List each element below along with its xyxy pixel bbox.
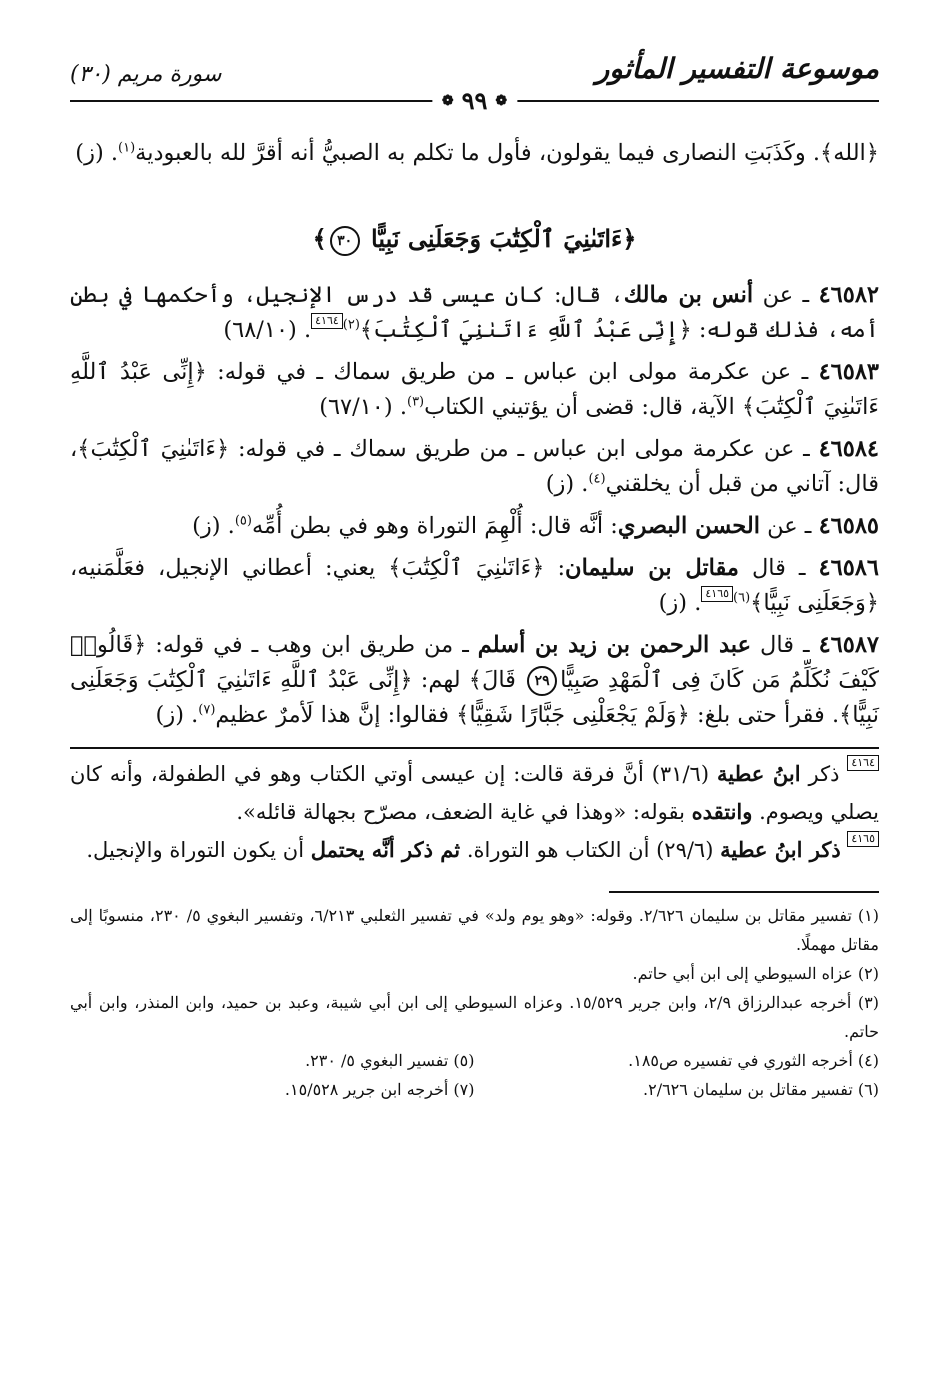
page-number: ٩٩ <box>461 86 488 115</box>
intro-paragraph <box>70 136 879 171</box>
entry-text: : ﴿ءَاتَىٰنِيَ ٱلْكِتَٰبَ﴾ يعني: أعطاني الإنجيل، فعَلَّمَنيه، ﴿وَجَعَلَنِى نَبِيًّا﴾ <box>70 555 879 616</box>
entry-text: ، قال: كان عيسى قد درس الإنجيل، وأحكمها في بطن أمه، فذلك قوله: ﴿إِنِّى عَبْدُ ٱللَّهِ ءَاتَىٰنِيَ ٱلْكِتَٰبَ﴾ <box>70 282 879 343</box>
footnote-ref: (٧) <box>198 702 216 718</box>
footnote-ref: (٣) <box>406 394 425 410</box>
entry-46585 <box>70 509 879 544</box>
entry-number: ٤٦٥٨٦ <box>818 555 879 581</box>
entry-number: ٤٦٥٨٣ <box>818 359 879 385</box>
entry-text: ـ قال <box>738 555 819 581</box>
footnote-1: (١) تفسير مقاتل بن سليمان ٢/٦٢٦. وقوله: «وهو يوم ولد» في تفسير الثعلبي ٦/٢١٣، وتفسير البغوي ٥/ ٢٣٠، منسوبًا إلى مقاتل مهملًا. <box>70 906 880 954</box>
entry-46587 <box>70 628 879 733</box>
narrator-name: عبد الرحمن بن زيد بن أسلم <box>477 632 752 658</box>
intro-text: ﴿الله﴾. وكَذَبَتِ النصارى فيما يقولون، فأول ما تكلم به الصبيُّ أنه أقرَّ لله بالعبودية <box>135 140 879 166</box>
note-text: (٢٩/٦) أن الكتاب هو التوراة. <box>460 838 721 862</box>
book-title: موسوعة التفسير المأثور <box>595 52 879 85</box>
ayah-number-icon: ٣٠ <box>330 226 360 256</box>
entry-46583 <box>70 355 879 425</box>
note-text: ذكر <box>800 762 848 786</box>
note-tag: ٤١٦٤ <box>847 755 879 771</box>
note-tag: ٤١٦٥ <box>847 831 879 847</box>
narrator-name: أنس بن مالك <box>623 282 754 308</box>
footnote-ref: (٥) <box>234 513 252 529</box>
entry-text: : أنَّه قال: أُلْهِمَ التوراة وهو في بطن أُمِّه <box>251 513 618 539</box>
footnote-5: (٥) تفسير البغوي ٥/ ٢٣٠. <box>305 1051 475 1070</box>
footnote-row <box>70 1075 879 1104</box>
footnote-ref: (١) <box>118 140 136 156</box>
page-number-block <box>432 86 517 115</box>
entry-46584 <box>70 432 879 502</box>
page <box>70 52 879 1347</box>
note-text: (٣١/٦) أنَّ فرقة قالت: إن عيسى أوتي الكتاب وهو في الطفولة، وأنه كان يصلي ويصوم. <box>70 762 879 824</box>
footnotes-separator <box>609 891 879 893</box>
footnote-3: (٣) أخرجه عبدالرزاق ٢/٩، وابن جرير ١٥/٥٢٩. وعزاه السيوطي إلى ابن أبي شيبة، وعبد بن حميد، وابن المنذر، وابن أبي حاتم. <box>70 993 880 1041</box>
ayah-number-icon: ٢٩ <box>527 666 557 696</box>
ornament-icon: ❁ <box>441 92 454 109</box>
note-author: ذكر ابنُ عطية <box>720 837 841 862</box>
notes-separator <box>70 747 879 749</box>
entry-text: ـ قال <box>751 632 819 658</box>
narrator-name: مقاتل بن سليمان <box>565 555 739 581</box>
entry-text: ـ عن عكرمة مولى ابن عباس ـ من طريق سماك ـ في قوله: ﴿إِنِّى عَبْدُ ٱللَّهِ ءَاتَىٰنِيَ ٱلْكِتَٰبَ﴾ الآية، قال: قضى أن يؤتيني الكتاب <box>70 359 879 420</box>
footnote-4: (٤) أخرجه الثوري في تفسيره ص١٨٥. <box>628 1051 879 1070</box>
surah-title: سورة مريم (٣٠) <box>70 62 222 87</box>
footnote-6: (٦) تفسير مقاتل بن سليمان ٢/٦٢٦. <box>643 1080 879 1099</box>
entry-text: قَالَ﴾ لهم: ﴿إِنِّى عَبْدُ ٱللَّهِ ءَاتَىٰنِيَ ٱلْكِتَٰبَ وَجَعَلَنِى نَبِيًّا﴾. فقرأ حتى بلغ: ﴿وَلَمْ يَجْعَلْنِى جَبَّارًا شَقِيًّا﴾ فقالوا: إنَّ هذا لَأمرٌ عظيم <box>70 667 879 728</box>
entry-source: . (ز) <box>658 590 702 616</box>
note-4164 <box>70 755 879 831</box>
entry-text: ـ من طريق ابن وهب ـ في قوله: ﴿قَالُوا۟ كَيْفَ نُكَلِّمُ مَن كَانَ فِى ٱلْمَهْدِ صَبِيًّا <box>70 632 879 693</box>
intro-tail: . (ز) <box>75 140 119 166</box>
entry-source: . (ز) <box>155 702 199 728</box>
narrator-name: الحسن البصري <box>617 513 760 539</box>
note-text <box>841 838 848 862</box>
note-emphasis: وانتقده <box>691 799 753 824</box>
footnote-ref: (٢) <box>342 317 360 333</box>
entry-46582 <box>70 278 879 348</box>
note-tag: ٤١٦٤ <box>311 313 343 329</box>
entry-number: ٤٦٥٨٧ <box>818 632 879 658</box>
ornament-icon: ❁ <box>495 92 508 109</box>
entry-text: ـ عن <box>753 282 819 308</box>
entry-source: . (٦٧/١٠) <box>319 394 407 420</box>
verse-heading <box>70 221 879 256</box>
footnote-row <box>70 1046 879 1075</box>
verse-text: ﴿ءَاتَىٰنِيَ ٱلْكِتَٰبَ وَجَعَلَنِى نَبِيًّا <box>371 224 637 253</box>
note-text: أن يكون التوراة والإنجيل. <box>86 838 311 862</box>
footnote-7: (٧) أخرجه ابن جرير ١٥/٥٢٨. <box>284 1080 475 1099</box>
note-text: بقوله: «وهذا في غاية الضعف، مصرّح بجهالة قائله». <box>236 800 692 824</box>
entry-number: ٤٦٥٨٥ <box>818 513 879 539</box>
page-header <box>70 52 879 115</box>
note-4165 <box>70 831 879 869</box>
note-tag: ٤١٦٥ <box>701 586 733 602</box>
entry-text: ـ عن <box>759 513 819 539</box>
entry-number: ٤٦٥٨٤ <box>818 436 879 462</box>
note-author: ابنُ عطية <box>716 761 801 786</box>
entry-source: . (٦٨/١٠) <box>223 317 312 343</box>
main-text <box>70 136 879 1104</box>
note-emphasis: ثم ذكر أنَّه يحتمل <box>310 837 461 862</box>
footnote-ref: (٤) <box>588 471 606 487</box>
entry-source: . (ز) <box>192 513 235 539</box>
footnote-2: (٢) عزاه السيوطي إلى ابن أبي حاتم. <box>632 964 879 983</box>
entry-source: . (ز) <box>545 471 589 497</box>
entry-46586 <box>70 551 879 621</box>
verse-bracket: ﴾ <box>312 224 327 253</box>
footnote-ref: (٦) <box>733 590 751 606</box>
entry-text: ـ عن عكرمة مولى ابن عباس ـ من طريق سماك ـ في قوله: ﴿ءَاتَىٰنِيَ ٱلْكِتَٰبَ﴾، قال: آتاني من قبل أن يخلقني <box>70 436 879 497</box>
entry-number: ٤٦٥٨٢ <box>818 282 879 308</box>
